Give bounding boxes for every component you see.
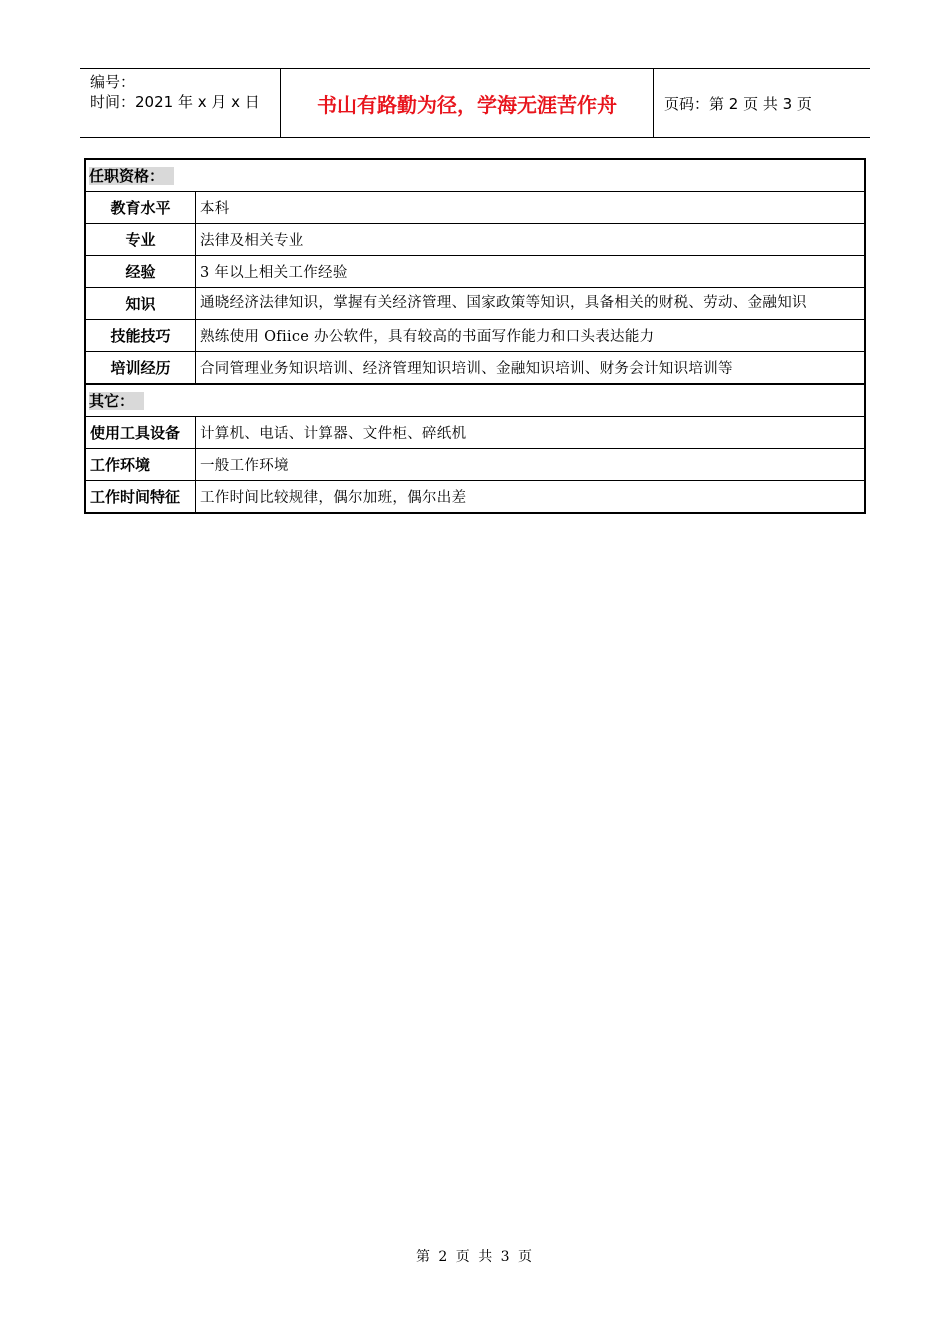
- row-label-major: 专业: [85, 224, 196, 256]
- document-date: 时间：2021 年 x 月 x 日: [90, 93, 260, 111]
- row-value-training: 合同管理业务知识培训、经济管理知识培训、金融知识培训、财务会计知识培训等: [196, 352, 866, 385]
- job-requirements-table: [84, 158, 866, 514]
- row-value-knowledge: 通晓经济法律知识，掌握有关经济管理、国家政策等知识，具备相关的财税、劳动、金融知识: [196, 288, 866, 320]
- table-row: [85, 288, 865, 320]
- header-page-number: 页码：第 2 页 共 3 页: [664, 94, 812, 113]
- row-value-environment: 一般工作环境: [196, 449, 866, 481]
- row-value-equipment: 计算机、电话、计算器、文件柜、碎纸机: [196, 417, 866, 449]
- row-value-work-hours: 工作时间比较规律，偶尔加班，偶尔出差: [196, 481, 866, 514]
- row-label-skills: 技能技巧: [85, 320, 196, 352]
- table-row: [85, 449, 865, 481]
- row-label-experience: 经验: [85, 256, 196, 288]
- row-label-equipment: 使用工具设备: [85, 417, 196, 449]
- section-title-other: 其它：: [89, 392, 144, 410]
- row-value-experience: 3 年以上相关工作经验: [196, 256, 866, 288]
- row-label-knowledge: 知识: [85, 288, 196, 320]
- section-header-qualifications: [85, 159, 865, 192]
- header-motto: 书山有路勤为径，学海无涯苦作舟: [281, 69, 654, 137]
- page-footer: 第 2 页 共 3 页: [415, 1249, 535, 1265]
- document-number-label: 编号：: [90, 73, 136, 91]
- table-row: [85, 352, 865, 385]
- row-label-education: 教育水平: [85, 192, 196, 224]
- row-value-major: 法律及相关专业: [196, 224, 866, 256]
- table-row: [85, 256, 865, 288]
- section-title-qualifications: 任职资格：: [89, 167, 174, 185]
- row-label-work-hours: 工作时间特征: [85, 481, 196, 514]
- table-row: [85, 192, 865, 224]
- page-header: [80, 68, 870, 138]
- header-meta: [80, 69, 281, 137]
- table-row: [85, 417, 865, 449]
- row-label-environment: 工作环境: [85, 449, 196, 481]
- table-row: [85, 481, 865, 514]
- row-value-skills: 熟练使用 Ofiice 办公软件，具有较高的书面写作能力和口头表达能力: [196, 320, 866, 352]
- table-row: [85, 320, 865, 352]
- row-value-education: 本科: [196, 192, 866, 224]
- section-header-other: [85, 384, 865, 417]
- table-row: [85, 224, 865, 256]
- row-label-training: 培训经历: [85, 352, 196, 385]
